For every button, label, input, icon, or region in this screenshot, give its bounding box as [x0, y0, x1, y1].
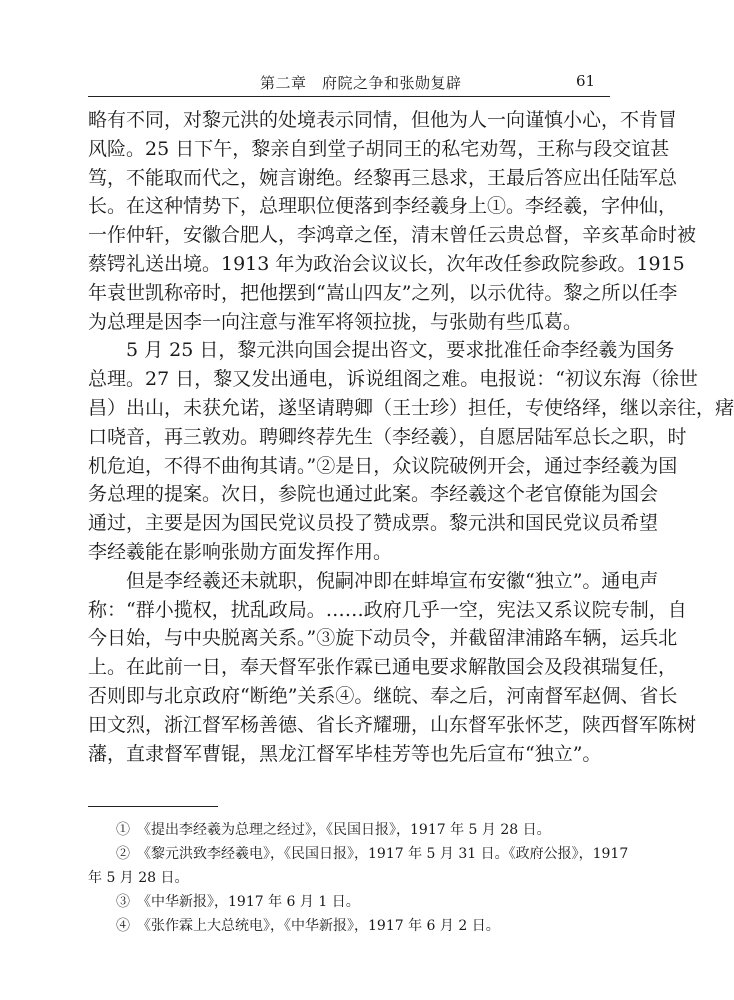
body-line: 风险。25 日下午，黎亲自到堂子胡同王的私宅劝驾，王称与段交谊甚 — [88, 137, 670, 160]
body-line: 今日始，与中央脱离关系。”③旋下动员令，并截留津浦路车辆，运兵北 — [88, 627, 678, 650]
body-line: 一作仲轩，安徽合肥人，李鸿章之侄，清末曾任云贵总督，辛亥革命时被 — [88, 224, 697, 247]
body-line: 年袁世凯称帝时，把他摆到“嵩山四友”之列，以示优待。黎之所以任李 — [88, 281, 678, 304]
body-line: 总理。27 日，黎又发出通电，诉说组阁之难。电报说：“初议东海（徐世 — [88, 368, 698, 391]
body-line: 笃，不能取而代之，婉言谢绝。经黎再三恳求，王最后答应出任陆军总 — [88, 166, 678, 189]
footnote-separator — [88, 806, 218, 807]
body-line: 昌）出山，未获允诺，遂坚请聘卿（王士珍）担任，专使络绎，继以亲往，瘏 — [88, 396, 734, 419]
body-line: 否则即与北京政府“断绝”关系④。继皖、奉之后，河南督军赵倜、省长 — [88, 684, 678, 707]
body-line: 称：“群小揽权，扰乱政局。……政府几乎一空，宪法又系议院专制，自 — [88, 598, 687, 621]
body-line: 口哓音，再三敦劝。聘卿终荐先生（李经羲），自愿居陆军总长之职，时 — [88, 425, 687, 448]
running-header — [0, 62, 652, 96]
body-line: 藩，直隶督军曹锟，黑龙江督军毕桂芳等也先后宣布“独立”。 — [88, 742, 602, 765]
page-number: 61 — [576, 72, 596, 90]
body-text — [88, 106, 734, 768]
body-line: 上。在此前一日，奉天督军张作霖已通电要求解散国会及段祺瑞复任， — [88, 656, 678, 679]
header-rule — [88, 96, 610, 97]
body-line: 李经羲能在影响张勋方面发挥作用。 — [88, 540, 393, 563]
body-line: 5 月 25 日，黎元洪向国会提出咨文，要求批准任命李经羲为国务 — [88, 339, 675, 362]
body-line: 略有不同，对黎元洪的处境表示同情，但他为人一向谨慎小心，不肯冒 — [88, 109, 678, 131]
footnotes — [88, 818, 629, 938]
body-line: 通过，主要是因为国民党议员投了赞成票。黎元洪和国民党议员希望 — [88, 512, 659, 535]
body-line: 长。在这种情势下，总理职位便落到李经羲身上①。李经羲，字仲仙， — [88, 195, 678, 218]
body-line: 机危迫，不得不曲徇其请。”②是日，众议院破例开会，通过李经羲为国 — [88, 454, 678, 477]
body-line: 蔡锷礼送出境。1913 年为政治会议议长，次年改任参政院参政。1915 — [88, 252, 685, 275]
footnote-line: 年 5 月 28 日。 — [88, 870, 189, 886]
footnote-line: ③ 《中华新报》，1917 年 6 月 1 日。 — [88, 894, 360, 910]
body-line: 但是李经羲还未就职，倪嗣冲即在蚌埠宣布安徽“独立”。通电声 — [88, 569, 659, 592]
body-line: 为总理是因李一向注意与淮军将领拉拢，与张勋有些瓜葛。 — [88, 310, 583, 333]
footnote-line: ② 《黎元洪致李经羲电》，《民国日报》，1917 年 5 月 31 日。《政府公报》，1917 — [88, 846, 629, 862]
body-line: 务总理的提案。次日，参院也通过此案。李经羲这个老官僚能为国会 — [88, 483, 659, 506]
body-line: 田文烈，浙江督军杨善德、省长齐耀珊，山东督军张怀芝，陕西督军陈树 — [88, 713, 697, 736]
footnote-line: ④ 《张作霖上大总统电》，《中华新报》，1917 年 6 月 2 日。 — [88, 918, 500, 934]
footnote-line: ① 《提出李经羲为总理之经过》，《民国日报》，1917 年 5 月 28 日。 — [88, 822, 551, 838]
chapter-title: 第二章 府院之争和张勋复辟 — [260, 74, 462, 92]
